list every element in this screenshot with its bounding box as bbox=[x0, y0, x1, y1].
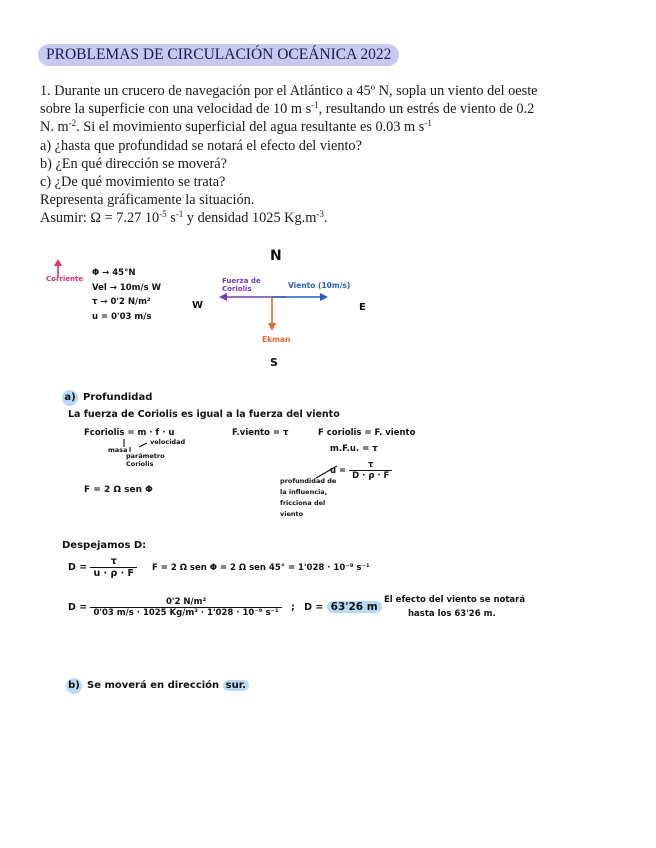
d-formula-fraction bbox=[90, 556, 137, 579]
fuerza-coriolis-label: Fuerza de Coriolis bbox=[222, 277, 261, 293]
part-b-direction: sur. bbox=[223, 680, 249, 691]
force-equality: F coriolis = F. viento bbox=[318, 428, 416, 438]
d-calc-semicolon: ; bbox=[291, 602, 295, 613]
f-definition: F = 2 Ω sen Φ bbox=[84, 485, 153, 495]
given-current: u = 0'03 m/s bbox=[92, 311, 152, 322]
represent-line: Representa gráficamente la situación. bbox=[40, 192, 255, 209]
u-formula-lhs: u = bbox=[330, 466, 347, 476]
given-data-list bbox=[92, 266, 161, 324]
d-calc-numerator: 0'2 N/m² bbox=[90, 597, 281, 608]
south-label: S bbox=[270, 356, 278, 369]
question-b: b) ¿En qué dirección se moverá? bbox=[40, 155, 227, 172]
d-calc-denominator: 0'03 m/s · 1025 Kg/m³ · 1'028 · 10⁻⁹ s⁻¹ bbox=[93, 608, 279, 618]
part-a-title: Profundidad bbox=[83, 392, 153, 403]
question-c: c) ¿De qué movimiento se trata? bbox=[40, 174, 226, 191]
d-result-value: 63'26 m bbox=[327, 601, 382, 613]
d-calculation bbox=[68, 597, 382, 618]
part-a-statement: La fuerza de Coriolis es igual a la fuerza del viento bbox=[68, 409, 340, 420]
d-calc-fraction bbox=[90, 597, 281, 618]
axis-cross bbox=[219, 293, 328, 331]
problem-line-1: 1. Durante un crucero de navegación por el Atlántico a 45º N, sopla un viento del oeste bbox=[40, 83, 538, 99]
d-calc-lhs: D = bbox=[68, 602, 88, 613]
given-latitude: Φ → 45°N bbox=[92, 268, 136, 278]
u-formula-fraction bbox=[349, 460, 392, 481]
conclusion bbox=[384, 593, 525, 621]
despejamos-heading: Despejamos D: bbox=[62, 540, 147, 551]
part-b-marker: b) bbox=[66, 678, 82, 694]
part-b-text: Se moverá en dirección bbox=[87, 680, 220, 691]
mfu-equation: m.F.u. = τ bbox=[330, 444, 378, 454]
parametro-label: parámetro Coriolis bbox=[126, 452, 165, 468]
d-formula bbox=[68, 556, 137, 579]
question-a: a) ¿hasta que profundidad se notará el efecto del viento? bbox=[40, 137, 362, 154]
conclusion-line-2: hasta los 63'26 m. bbox=[408, 609, 496, 619]
fcoriolis-formula: Fcoriolis = m · f · u bbox=[84, 428, 175, 438]
assume-line: Asumir: Ω = 7.27 $10^{-5}$ $s^{-1}$ y densidad 1025 $Kg.m^{-3}$. bbox=[40, 209, 328, 227]
part-b-answer bbox=[66, 678, 249, 694]
part-a-heading bbox=[62, 390, 152, 406]
coriolis-bracket bbox=[124, 439, 147, 452]
u-formula-denominator: D · ρ · F bbox=[352, 471, 390, 481]
u-formula-numerator: τ bbox=[349, 460, 392, 471]
d-formula-denominator: u · ρ · F bbox=[93, 568, 134, 579]
corriente-label: Corriente bbox=[46, 275, 84, 283]
problem-line-2: sobre la superficie con una velocidad de 10 m $s^{-1}$, resultando un estrés de viento de 0.2 bbox=[40, 100, 535, 118]
page-title: PROBLEMAS DE CIRCULACIÓN OCEÁNICA 2022 bbox=[38, 44, 399, 66]
north-label: N bbox=[270, 248, 282, 264]
viento-label: Viento (10m/s) bbox=[288, 281, 351, 290]
profundidad-note: profundidad de la influencia, fricciona del viento bbox=[280, 477, 337, 518]
d-result-lhs: D = bbox=[304, 602, 324, 613]
problem-line-3: N. $m^{-2}$. Si el movimiento superficial del agua resultante es 0.03 m $s^{-1}$ bbox=[40, 118, 432, 136]
east-label: E bbox=[359, 302, 366, 313]
west-label: W bbox=[192, 300, 204, 311]
f-calculation: F = 2 Ω sen Φ = 2 Ω sen 45° = 1'028 · 10⁻⁹ s⁻¹ bbox=[152, 563, 370, 573]
d-formula-numerator: τ bbox=[90, 556, 137, 568]
given-velocity: Vel → 10m/s W bbox=[92, 282, 162, 293]
velocidad-label: velocidad bbox=[150, 438, 186, 446]
d-formula-lhs: D = bbox=[68, 562, 88, 573]
given-stress: τ → 0'2 N/m² bbox=[92, 297, 151, 307]
part-a-marker: a) bbox=[62, 390, 78, 406]
conclusion-line-1: El efecto del viento se notará bbox=[384, 595, 526, 605]
masa-label: masa bbox=[108, 446, 128, 454]
fviento-formula: F.viento = τ bbox=[232, 428, 289, 438]
ekman-label: Ekman bbox=[262, 335, 291, 344]
